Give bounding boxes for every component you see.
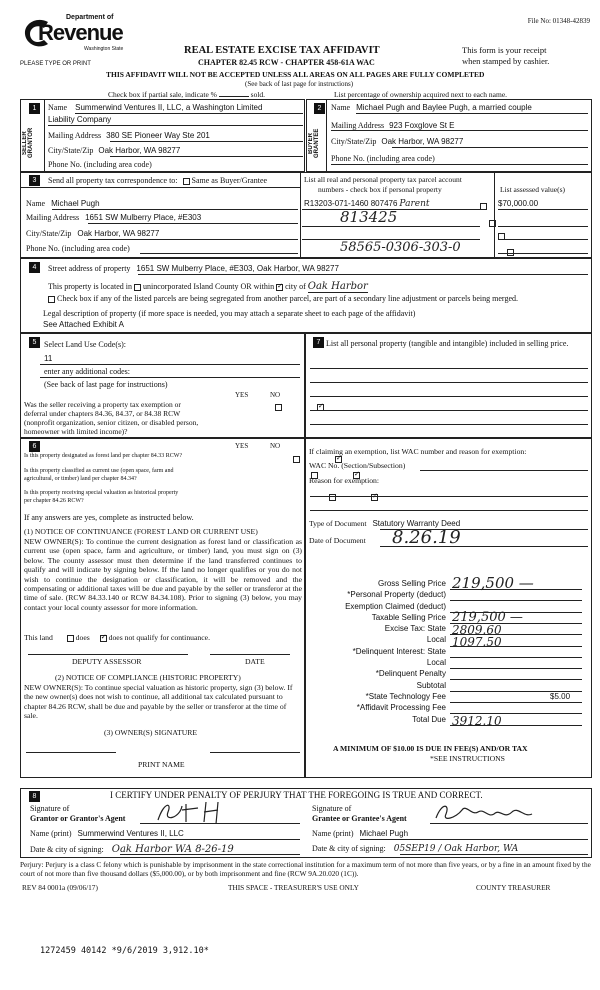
file-number: File No: 01348-42839 xyxy=(527,17,590,25)
land-use-see-back: (See back of last page for instructions) xyxy=(44,380,168,389)
minimum-note: A MINIMUM OF $10.00 IS DUE IN FEE(S) AND/OR TAX xyxy=(333,744,528,753)
buyer-name-label: Name xyxy=(331,103,351,112)
processing-fee-label: *Affidavit Processing Fee xyxy=(356,703,446,713)
dept-state: Washington State xyxy=(84,46,124,52)
section-5-badge: 5 xyxy=(29,337,40,348)
grantee-sig-label-1: Signature of xyxy=(312,804,352,813)
tax-corr-city[interactable]: Oak Harbor, WA 98277 xyxy=(77,229,160,238)
grantee-print-label: Name (print) xyxy=(312,829,354,838)
excise-local-label: Local xyxy=(426,635,446,645)
exemption-question-3: (nonprofit organization, senior citizen, or disabled person, xyxy=(24,418,199,427)
land-use-no: NO xyxy=(270,391,281,399)
notice2-title: (2) NOTICE OF COMPLIANCE (HISTORIC PROPERTY) xyxy=(55,673,241,682)
street-address[interactable]: 1651 SW Mulberry Place, #E303, Oak Harbor, WA 98277 xyxy=(136,264,339,273)
partial-sale-label: Check box if partial sale, indicate % xyxy=(108,90,217,99)
deputy-assessor-label: DEPUTY ASSESSOR xyxy=(72,657,142,666)
parcel-1[interactable]: R13203-071-1460 807476 xyxy=(304,199,398,208)
partial-sale-sold: sold. xyxy=(250,90,266,99)
dept-line1: Department of xyxy=(66,14,114,21)
section-2-badge: 2 xyxy=(314,103,325,114)
tax-corr-city-label: City/State/Zip xyxy=(26,229,72,238)
does-not-label: does not qualify for continuance. xyxy=(108,633,211,642)
parcel-2[interactable]: 813425 xyxy=(340,208,398,226)
historic-question-b: per chapter 84.26 RCW? xyxy=(24,498,84,504)
forest-question: Is this property designated as forest land per chapter 84.33 RCW? xyxy=(24,453,183,459)
total-value[interactable]: 3912.10 xyxy=(452,714,502,728)
grantee-date-label: Date & city of signing: xyxy=(312,844,386,853)
tech-fee-value[interactable]: $5.00 xyxy=(550,692,571,701)
doc-type-label: Type of Document xyxy=(309,519,367,528)
county-treasurer: COUNTY TREASURER xyxy=(476,883,551,892)
dept-logo-text: Revenue xyxy=(38,20,123,45)
buyer-phone-label: Phone No. (including area code) xyxy=(331,154,435,163)
city-checkbox[interactable] xyxy=(276,284,283,291)
unincorporated-checkbox[interactable] xyxy=(134,284,141,291)
parcels-heading-1: List all real and personal property tax parcel account xyxy=(304,175,462,184)
assessed-1[interactable]: $70,000.00 xyxy=(498,199,539,208)
section-7-badge: 7 xyxy=(313,337,324,348)
tech-fee-label: *State Technology Fee xyxy=(365,691,446,701)
receipt-stamp: 1272459 40142 *9/6/2019 3,912.10* xyxy=(40,946,209,956)
excise-state-value[interactable]: 2809.60 xyxy=(452,623,502,637)
dor-logo xyxy=(22,14,132,58)
receipt-note-2: when stamped by cashier. xyxy=(462,56,550,66)
segregated-checkbox[interactable] xyxy=(48,296,55,303)
seller-city-label: City/State/Zip xyxy=(48,146,94,155)
this-land-label: This land xyxy=(24,633,53,642)
excise-local-value[interactable]: 1097.50 xyxy=(452,635,502,649)
parcels-heading-2: numbers - check box if personal property xyxy=(318,185,442,194)
segregated-text: Check box if any of the listed parcels are being segregated from another parcel, are part of a secondary line adjustment or parcels being merged. xyxy=(57,294,518,303)
tax-corr-address-label: Mailing Address xyxy=(26,213,80,222)
perjury-note: Perjury: Perjury is a class C felony which is punishable by imprisonment in the state correctional institution for a maximum term of not more than five years, or by a fine in an amount fixed by the court of not more than five thousand dollars ($5,000.00), or by both imprisonment and fine (RCW 9A.20.020 (1C)). xyxy=(20,860,591,878)
parcel-3[interactable]: 58565-0306-303-0 xyxy=(340,240,461,255)
taxable-label: Taxable Selling Price xyxy=(371,612,446,622)
gross-value[interactable]: 219,500 — xyxy=(452,574,534,592)
section-1-badge: 1 xyxy=(29,103,40,114)
current-use-question-a: Is this property classified as current use (open space, farm and xyxy=(24,468,174,474)
print-name-label: PRINT NAME xyxy=(138,760,185,769)
assessor-date-label: DATE xyxy=(245,657,265,666)
notice2-body: NEW OWNER(S): To continue special valuation as historic property, sign (3) below. If the new owner(s) does not wish to continue, all additional tax calculated pursuant to chapter 84.26 RCW, shall be due and payable by the seller or transferor at the time of sale. xyxy=(24,683,293,721)
section-6-badge: 6 xyxy=(29,441,40,452)
taxable-value[interactable]: 219,500 — xyxy=(452,610,523,625)
form-title: REAL ESTATE EXCISE TAX AFFIDAVIT xyxy=(184,45,380,56)
exemption-claimed-label: Exemption Claimed (deduct) xyxy=(345,601,446,611)
doc-date[interactable]: 8.26.19 xyxy=(392,527,461,548)
excise-state-label: Excise Tax: State xyxy=(384,624,446,634)
grantee-date[interactable]: 05SEP19 / Oak Harbor, WA xyxy=(393,844,519,854)
tax-corr-name-label: Name xyxy=(26,199,46,208)
buyer-address-label: Mailing Address xyxy=(331,121,385,130)
doc-date-label: Date of Document xyxy=(309,536,366,545)
does-checkbox[interactable] xyxy=(67,635,74,642)
warning-line: THIS AFFIDAVIT WILL NOT BE ACCEPTED UNLESS ALL AREAS ON ALL PAGES ARE FULLY COMPLETED xyxy=(106,70,485,79)
delinquent-penalty-label: *Delinquent Penalty xyxy=(375,669,446,679)
wac-label: WAC No. (Section/Subsection) xyxy=(309,461,406,470)
exemption-question-1: Was the seller receiving a property tax exemption or xyxy=(24,400,181,409)
buyer-address[interactable]: 923 Foxglove St E xyxy=(389,121,455,130)
located-text: This property is located in xyxy=(48,282,132,291)
see-back-note: (See back of last page for instructions) xyxy=(245,80,354,88)
tax-corr-heading: Send all property tax correspondence to: xyxy=(48,176,178,185)
parcel-2-checkbox[interactable] xyxy=(489,220,496,227)
section6-yes: YES xyxy=(235,442,249,450)
land-use-code[interactable]: 11 xyxy=(44,354,53,363)
seller-phone-label: Phone No. (including area code) xyxy=(48,160,152,169)
see-instructions: *SEE INSTRUCTIONS xyxy=(430,754,505,763)
receipt-note-1: This form is your receipt xyxy=(462,45,547,55)
current-use-question-b: agricultural, or timber) land per chapter 84.34? xyxy=(24,476,137,482)
subtotal-label: Subtotal xyxy=(416,680,446,690)
notice1-title: (1) NOTICE OF CONTINUANCE (FOREST LAND OR CURRENT USE) xyxy=(24,527,258,536)
seller-name-1[interactable]: Summerwind Ventures II, LLC, a Washington Limited xyxy=(75,103,263,112)
seller-address-label: Mailing Address xyxy=(48,131,102,140)
does-label: does xyxy=(75,633,90,642)
grantor-date[interactable]: Oak Harbor WA 8-26-19 xyxy=(111,844,234,855)
exemption-question-4: homeowner with limited income)? xyxy=(24,427,128,436)
personal-property-label: *Personal Property (deduct) xyxy=(347,590,446,600)
ownership-pct-note: List percentage of ownership acquired next to each name. xyxy=(334,90,508,99)
seller-name-label: Name xyxy=(48,103,68,112)
grantor-sig-label-2: Grantor or Grantor's Agent xyxy=(30,814,126,823)
parcel-1-note: Parent xyxy=(399,199,430,209)
exemption-claim-text: If claiming an exemption, list WAC number and reason for exemption: xyxy=(309,447,527,456)
additional-codes-label: enter any additional codes: xyxy=(44,367,130,376)
section-4-badge: 4 xyxy=(29,262,40,273)
exemption-yes-checkbox[interactable] xyxy=(275,404,282,411)
total-label: Total Due xyxy=(412,714,446,724)
buyer-city-label: City/State/Zip xyxy=(331,137,377,146)
does-not-checkbox[interactable] xyxy=(100,635,107,642)
financials-labels xyxy=(310,578,446,725)
tax-corr-address[interactable]: 1651 SW Mulberry Place, #E303 xyxy=(85,213,202,222)
historic-question-a: Is this property receiving special valuation as historical property xyxy=(24,490,179,496)
rev-number: REV 84 0001a (09/06/17) xyxy=(22,883,98,892)
grantor-signature[interactable] xyxy=(152,798,242,826)
delinquent-interest-label: *Delinquent Interest: State xyxy=(352,646,446,656)
section-3-badge: 3 xyxy=(29,175,40,186)
delinquent-local-label: Local xyxy=(426,658,446,668)
assessed-heading: List assessed value(s) xyxy=(500,185,565,194)
buyer-name[interactable]: Michael Pugh and Baylee Pugh, a married couple xyxy=(356,103,532,112)
personal-property-text: List all personal property (tangible and intangible) included in selling price. xyxy=(326,339,569,348)
tax-corr-name[interactable]: Michael Pugh xyxy=(51,199,100,208)
grantor-date-label: Date & city of signing: xyxy=(30,845,104,854)
historic-yes-checkbox[interactable] xyxy=(329,494,336,501)
forest-yes-checkbox[interactable] xyxy=(293,456,300,463)
tax-corr-phone-label: Phone No. (including area code) xyxy=(26,244,130,253)
city-of-label: city of xyxy=(285,282,306,291)
section6-no: NO xyxy=(270,442,281,450)
treasurer-space: THIS SPACE - TREASURER'S USE ONLY xyxy=(228,883,359,892)
city-name[interactable]: Oak Harbor xyxy=(307,281,368,292)
section-8-badge: 8 xyxy=(29,791,40,802)
seller-name-2[interactable]: Liability Company xyxy=(48,115,112,124)
same-as-buyer-checkbox[interactable] xyxy=(183,178,190,185)
seller-side-label: SELLER GRANTOR xyxy=(22,127,34,159)
doc-type[interactable]: Statutory Warranty Deed xyxy=(372,519,461,528)
grantor-sig-label-1: Signature of xyxy=(30,804,70,813)
buyer-city[interactable]: Oak Harbor, WA 98277 xyxy=(381,137,464,146)
unincorporated-label: unincorporated Island County OR within xyxy=(142,282,275,291)
seller-city[interactable]: Oak Harbor, WA 98277 xyxy=(98,146,181,155)
grantor-print[interactable]: Summerwind Ventures II, LLC xyxy=(77,829,184,838)
grantee-print[interactable]: Michael Pugh xyxy=(359,829,409,838)
grantee-sig-label-2: Grantee or Grantee's Agent xyxy=(312,814,407,823)
buyer-side-label: BUYER GRANTEE xyxy=(308,128,320,158)
notice1-body: NEW OWNER(S): To continue the current designation as forest land or classification as current use (open space, farm and agriculture, or timber) land, you must sign on (3) below. The county assessor must then determine if the land transferred continues to qualify and will indicate by signing below. If the land no longer qualifies or you do not wish to continue the designation or classification, it will be removed and the compensating or additional taxes will be due and payable by the seller or transferor at the time of sale. (RCW 84.33.140 or RCW 84.34.108). Prior to signing (3) below, you may contact your local county assessor for more information. xyxy=(24,537,302,612)
legal-text: Legal description of property (if more space is needed, you may attach a separate sheet to each page of the affidavit) xyxy=(43,309,416,318)
please-type: PLEASE TYPE OR PRINT xyxy=(20,61,91,67)
form-chapter: CHAPTER 82.45 RCW - CHAPTER 458-61A WAC xyxy=(198,58,375,67)
owner-signature-label: (3) OWNER(S) SIGNATURE xyxy=(104,728,198,737)
historic-no-checkbox[interactable] xyxy=(371,494,378,501)
legal-value[interactable]: See Attached Exhibit A xyxy=(43,320,124,329)
exemption-question-2: deferral under chapters 84.36, 84.37, or 84.38 RCW xyxy=(24,409,181,418)
gross-label: Gross Selling Price xyxy=(377,579,446,588)
if-yes-note: If any answers are yes, complete as instructed below. xyxy=(24,513,194,522)
partial-sale-row xyxy=(108,90,265,99)
parcel-1-checkbox[interactable] xyxy=(480,203,487,210)
land-use-label: Select Land Use Code(s): xyxy=(44,340,126,349)
reason-label: Reason for exemption: xyxy=(309,476,380,485)
seller-address[interactable]: 380 SE Pioneer Way Ste 201 xyxy=(106,131,210,140)
land-use-yes: YES xyxy=(235,391,249,399)
same-as-buyer-label: Same as Buyer/Grantee xyxy=(191,176,268,185)
grantor-print-label: Name (print) xyxy=(30,829,72,838)
certification-statement: I CERTIFY UNDER PENALTY OF PERJURY THAT THE FOREGOING IS TRUE AND CORRECT. xyxy=(110,790,483,800)
street-label: Street address of property xyxy=(48,264,131,273)
